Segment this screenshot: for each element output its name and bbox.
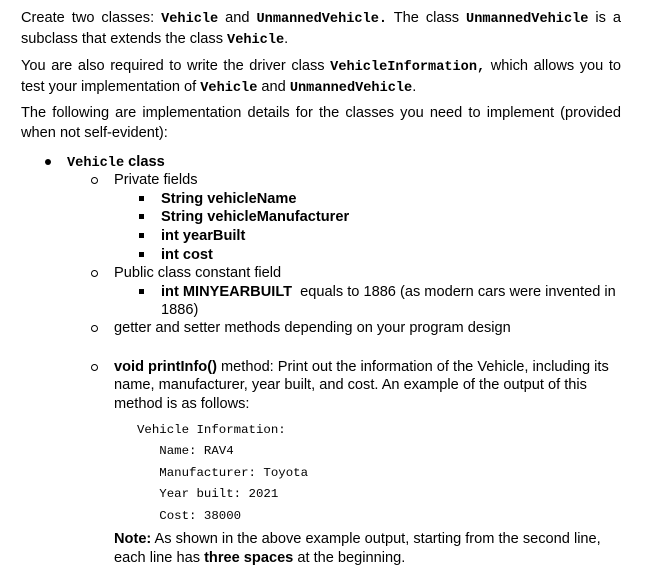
field-item: String vehicleManufacturer bbox=[161, 209, 350, 225]
text: The class bbox=[387, 10, 467, 26]
getters-setters-label: getter and setter methods depending on your program design bbox=[114, 320, 511, 336]
text: is a subclass that extends the class bbox=[21, 10, 621, 47]
constant-field-item-cont: 1886) bbox=[161, 302, 199, 318]
square-bullet-icon bbox=[139, 289, 144, 294]
printinfo-line-3: method is as follows: bbox=[114, 396, 250, 412]
printinfo-line-2: name, manufacturer, year built, and cost. An example of the output of this bbox=[114, 377, 587, 393]
text: equals to 1886 (as modern cars were invented in bbox=[292, 284, 616, 300]
code-vehicle: Vehicle bbox=[67, 156, 125, 171]
code-vehicle: Vehicle bbox=[161, 12, 219, 27]
intro-paragraph-2 bbox=[21, 57, 621, 98]
text: . bbox=[284, 30, 289, 47]
code-vehicle: Vehicle bbox=[227, 32, 285, 48]
text: at the beginning. bbox=[293, 550, 406, 566]
text: each line has bbox=[114, 550, 205, 566]
code-unmanned-vehicle: UnmannedVehicle bbox=[289, 80, 413, 96]
note-label: Note: bbox=[114, 531, 152, 547]
text: You are also required to write the driver class bbox=[21, 58, 331, 74]
square-bullet-icon bbox=[139, 196, 144, 201]
text: class bbox=[124, 154, 165, 170]
square-bullet-icon bbox=[139, 233, 144, 238]
text: and bbox=[257, 78, 290, 95]
example-output-line: Cost: 38000 bbox=[137, 509, 242, 523]
text: Create two classes: bbox=[21, 10, 162, 26]
square-bullet-icon bbox=[139, 252, 144, 257]
text: which allows you to test your implementation of bbox=[21, 58, 621, 95]
note-emphasis: three spaces bbox=[204, 550, 294, 566]
text: . bbox=[412, 78, 417, 95]
code-vehicle-information: VehicleInformation, bbox=[330, 60, 486, 75]
text: method: Print out the information of the Vehicle, including its bbox=[216, 359, 609, 375]
example-output-line: Manufacturer: Toyota bbox=[137, 466, 309, 480]
field-item: String vehicleName bbox=[161, 191, 297, 207]
text: As shown in the above example output, starting from the second line, bbox=[151, 531, 601, 547]
intro-paragraph-1 bbox=[21, 9, 621, 50]
example-output-line: Name: RAV4 bbox=[137, 444, 234, 458]
circle-bullet-icon bbox=[91, 177, 98, 184]
note-line-1 bbox=[114, 530, 601, 549]
vehicle-class-heading bbox=[67, 153, 165, 173]
field-item: int cost bbox=[161, 247, 213, 263]
printinfo-line-1 bbox=[114, 358, 609, 377]
circle-bullet-icon bbox=[91, 364, 98, 371]
intro-paragraph-3: The following are implementation details for the classes you need to implement (provided when not self-evident): bbox=[21, 105, 621, 141]
private-fields-label: Private fields bbox=[114, 172, 198, 188]
note-line-2 bbox=[114, 549, 405, 568]
circle-bullet-icon bbox=[91, 325, 98, 332]
example-output-line: Year built: 2021 bbox=[137, 487, 279, 501]
square-bullet-icon bbox=[139, 214, 144, 219]
constant-field-label: Public class constant field bbox=[114, 265, 282, 281]
constant-field-item bbox=[161, 283, 616, 302]
bullet-icon bbox=[45, 159, 51, 165]
method-name: void printInfo() bbox=[114, 359, 217, 375]
code-vehicle: Vehicle bbox=[200, 80, 258, 96]
field-item: int yearBuilt bbox=[161, 228, 246, 244]
text: and bbox=[218, 10, 257, 26]
circle-bullet-icon bbox=[91, 270, 98, 277]
code-unmanned-vehicle: UnmannedVehicle. bbox=[256, 12, 388, 27]
constant-name: int MINYEARBUILT bbox=[161, 284, 293, 300]
code-unmanned-vehicle: UnmannedVehicle bbox=[466, 12, 589, 27]
example-output-line: Vehicle Information: bbox=[137, 423, 286, 437]
